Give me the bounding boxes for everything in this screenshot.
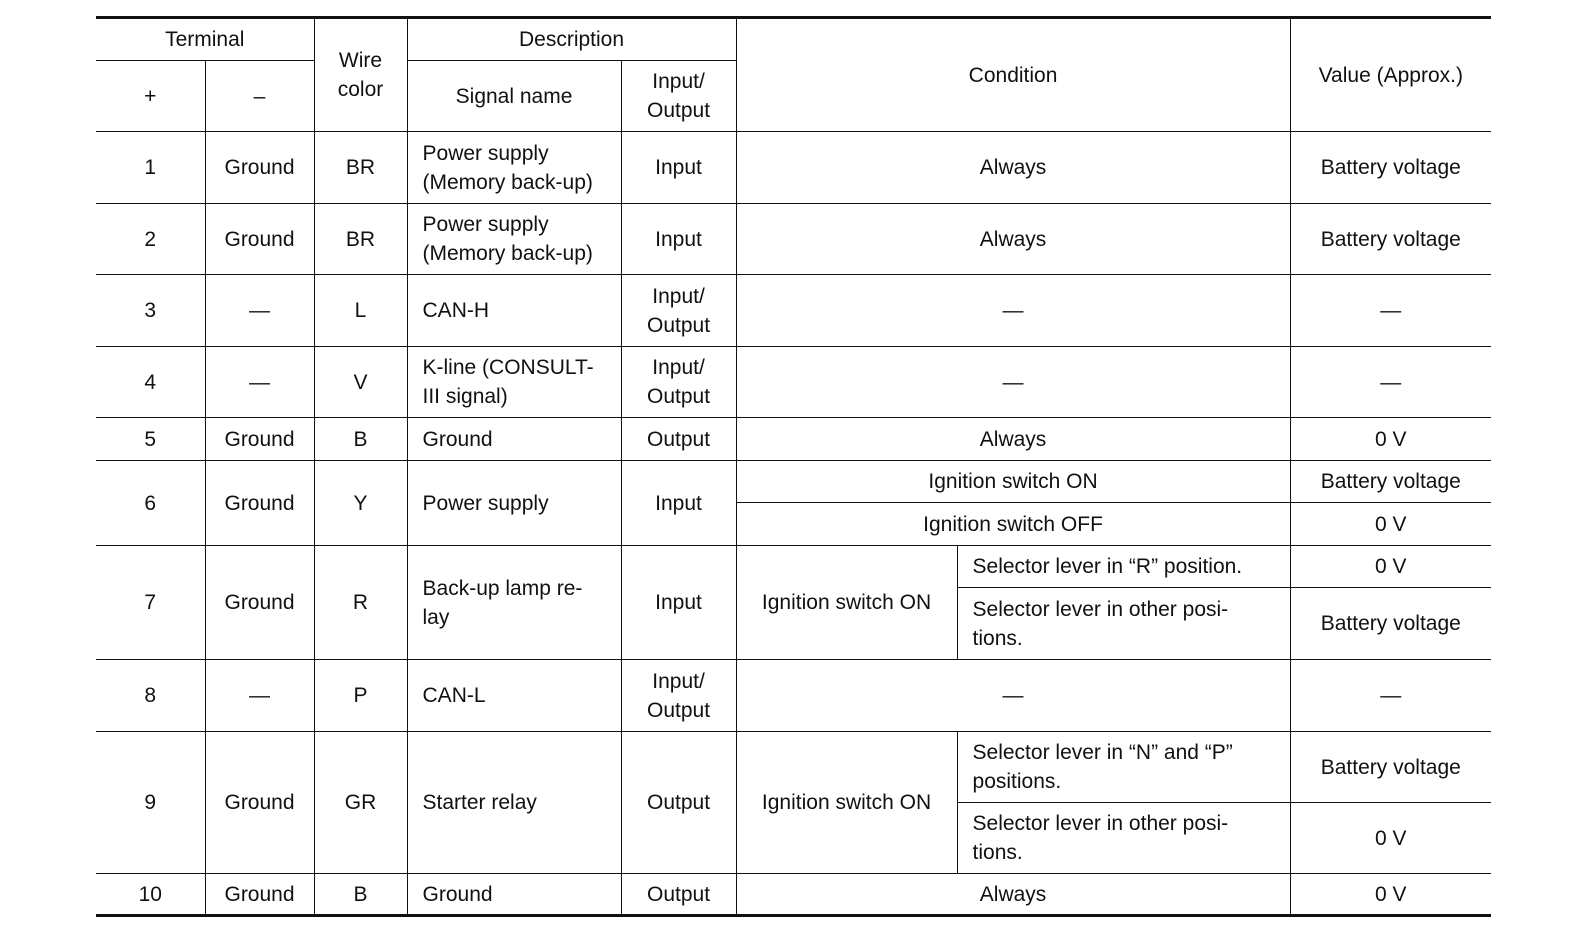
cell-condition: Ignition switch ON [736, 732, 957, 874]
cell-value: Battery voltage [1290, 732, 1491, 803]
header-condition: Condition [736, 18, 1290, 132]
cell-condition: Ignition switch OFF [736, 503, 1290, 546]
cell-io: Output [621, 874, 736, 916]
header-description: Description [407, 18, 736, 61]
cell-minus: Ground [205, 418, 314, 461]
table-row [96, 275, 1491, 347]
cell-condition: Always [736, 132, 1290, 204]
cell-value: Battery voltage [1290, 588, 1491, 660]
terminal-table [96, 16, 1491, 917]
cell-io: Output [621, 418, 736, 461]
cell-minus: — [205, 347, 314, 418]
cell-sub-condition: Selector lever in “R” position. [957, 546, 1290, 588]
cell-plus: 9 [96, 732, 205, 874]
cell-wire: B [314, 874, 407, 916]
table-row [96, 660, 1491, 732]
cell-minus: Ground [205, 874, 314, 916]
cell-condition: Ignition switch ON [736, 461, 1290, 503]
cell-plus: 4 [96, 347, 205, 418]
cell-minus: Ground [205, 204, 314, 275]
header-terminal: Terminal [96, 18, 314, 61]
cell-io: Input/ Output [621, 660, 736, 732]
cell-minus: — [205, 275, 314, 347]
header-wire-color: Wire color [314, 18, 407, 132]
cell-value: 0 V [1290, 546, 1491, 588]
table-row [96, 874, 1491, 916]
cell-value: Battery voltage [1290, 461, 1491, 503]
cell-wire: BR [314, 204, 407, 275]
cell-value: — [1290, 347, 1491, 418]
cell-io: Input [621, 204, 736, 275]
table-row [96, 204, 1491, 275]
cell-minus: Ground [205, 132, 314, 204]
cell-wire: B [314, 418, 407, 461]
cell-value: Battery voltage [1290, 132, 1491, 204]
cell-wire: R [314, 546, 407, 660]
cell-signal: CAN-H [407, 275, 621, 347]
header-io: Input/ Output [621, 61, 736, 132]
cell-wire: L [314, 275, 407, 347]
cell-value: 0 V [1290, 803, 1491, 874]
cell-minus: — [205, 660, 314, 732]
cell-value: 0 V [1290, 874, 1491, 916]
cell-condition: Always [736, 204, 1290, 275]
cell-value: — [1290, 275, 1491, 347]
cell-condition: — [736, 275, 1290, 347]
cell-condition: Always [736, 874, 1290, 916]
cell-wire: GR [314, 732, 407, 874]
cell-value: — [1290, 660, 1491, 732]
cell-wire: P [314, 660, 407, 732]
cell-io: Input [621, 132, 736, 204]
cell-signal: Starter relay [407, 732, 621, 874]
cell-plus: 5 [96, 418, 205, 461]
cell-sub-condition: Selector lever in other posi- tions. [957, 588, 1290, 660]
cell-io: Input [621, 546, 736, 660]
cell-io: Input [621, 461, 736, 546]
header-minus: – [205, 61, 314, 132]
cell-plus: 3 [96, 275, 205, 347]
cell-signal: Ground [407, 874, 621, 916]
cell-condition: Ignition switch ON [736, 546, 957, 660]
cell-sub-condition: Selector lever in other posi- tions. [957, 803, 1290, 874]
cell-plus: 1 [96, 132, 205, 204]
cell-value: 0 V [1290, 503, 1491, 546]
cell-minus: Ground [205, 732, 314, 874]
cell-plus: 2 [96, 204, 205, 275]
cell-minus: Ground [205, 461, 314, 546]
cell-plus: 7 [96, 546, 205, 660]
cell-condition: — [736, 660, 1290, 732]
cell-signal: Power supply (Memory back-up) [407, 132, 621, 204]
cell-wire: Y [314, 461, 407, 546]
cell-value: Battery voltage [1290, 204, 1491, 275]
cell-signal: Back-up lamp re- lay [407, 546, 621, 660]
cell-signal: CAN-L [407, 660, 621, 732]
header-signal-name: Signal name [407, 61, 621, 132]
cell-plus: 6 [96, 461, 205, 546]
table-row [96, 546, 1491, 588]
cell-io: Output [621, 732, 736, 874]
table-row [96, 732, 1491, 803]
cell-io: Input/ Output [621, 275, 736, 347]
cell-signal: Power supply (Memory back-up) [407, 204, 621, 275]
cell-minus: Ground [205, 546, 314, 660]
header-plus: + [96, 61, 205, 132]
cell-condition: Always [736, 418, 1290, 461]
table-row [96, 418, 1491, 461]
cell-wire: BR [314, 132, 407, 204]
table-row [96, 347, 1491, 418]
cell-plus: 8 [96, 660, 205, 732]
table-row [96, 132, 1491, 204]
cell-signal: K-line (CONSULT- III signal) [407, 347, 621, 418]
cell-condition: — [736, 347, 1290, 418]
table-row [96, 461, 1491, 503]
header-value: Value (Approx.) [1290, 18, 1491, 132]
cell-value: 0 V [1290, 418, 1491, 461]
cell-signal: Ground [407, 418, 621, 461]
cell-wire: V [314, 347, 407, 418]
cell-signal: Power supply [407, 461, 621, 546]
cell-plus: 10 [96, 874, 205, 916]
cell-sub-condition: Selector lever in “N” and “P” positions. [957, 732, 1290, 803]
cell-io: Input/ Output [621, 347, 736, 418]
